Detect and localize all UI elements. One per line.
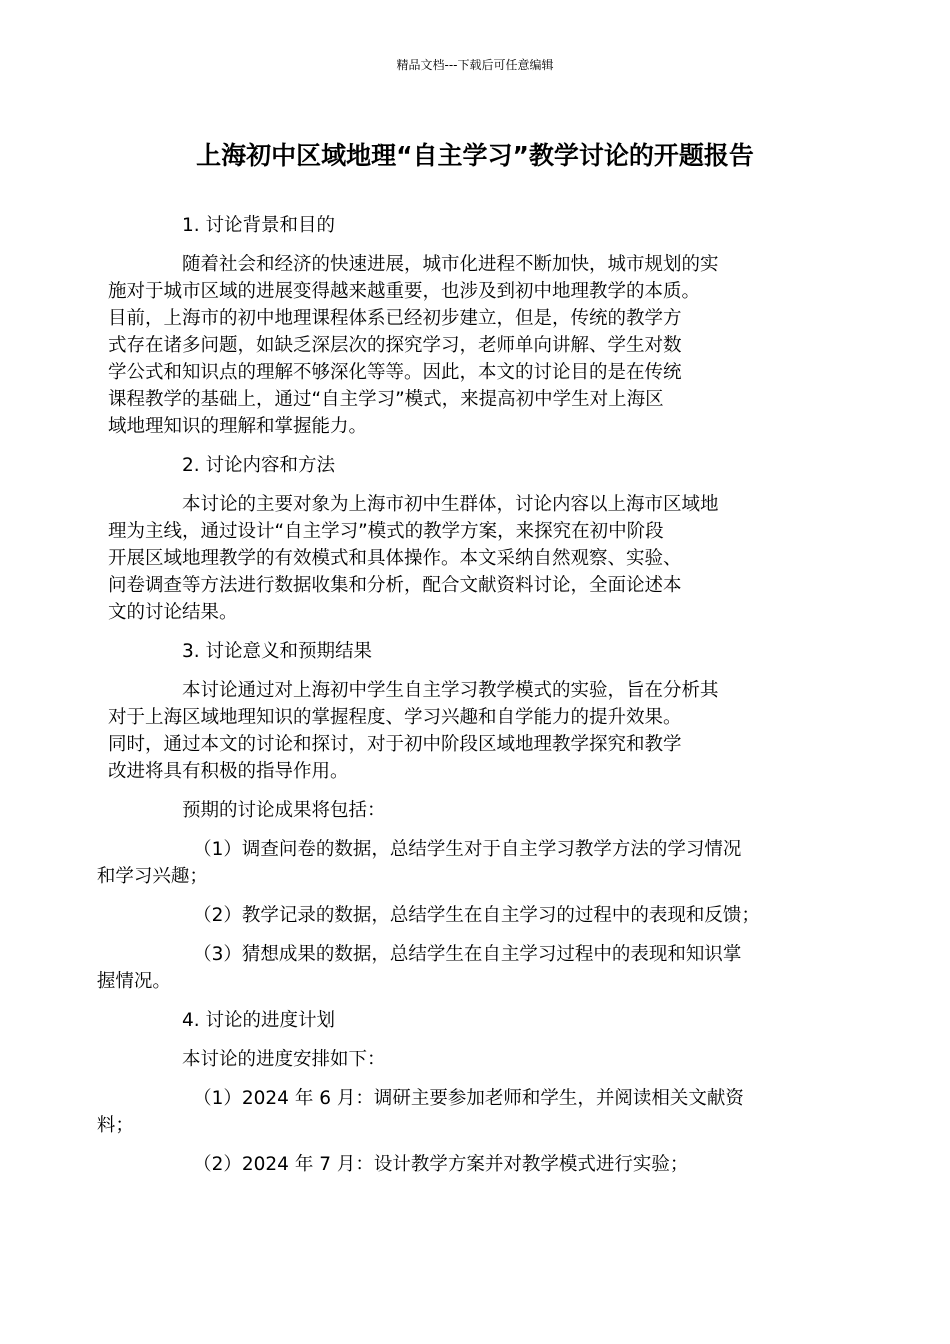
text-line: 和学习兴趣； <box>96 866 208 887</box>
text-line: 料； <box>96 1115 134 1136</box>
text-line: 目前，上海市的初中地理课程体系已经初步建立，但是，传统的教学方 <box>108 308 682 329</box>
document-title: 上海初中区域地理“自主学习”教学讨论的开题报告 <box>196 141 754 170</box>
text-line: 课程教学的基础上，通过“自主学习”模式，来提高初中学生对上海区 <box>108 389 664 410</box>
body-paragraph <box>108 491 813 626</box>
text-line: 学公式和知识点的理解不够深化等等。因此，本文的讨论目的是在传统 <box>108 362 682 383</box>
text-line: 施对于城市区域的进展变得越来越重要，也涉及到初中地理教学的本质。 <box>108 281 701 302</box>
list-item-paragraph <box>96 941 813 995</box>
text-line: 理为主线，通过设计“自主学习”模式的教学方案，来探究在初中阶段 <box>108 521 664 542</box>
text-line: 文的讨论结果。 <box>108 602 238 623</box>
text-line: 问卷调查等方法进行数据收集和分析，配合文献资料讨论，全面论述本 <box>108 575 682 596</box>
text-line: 3. 讨论意义和预期结果 <box>182 641 373 662</box>
text-line: 开展区域地理教学的有效模式和具体操作。本文采纳自然观察、实验、 <box>108 548 682 569</box>
text-line: 4. 讨论的进度计划 <box>182 1010 336 1031</box>
text-line: 握情况。 <box>96 971 171 992</box>
text-line: 改进将具有积极的指导作用。 <box>108 761 349 782</box>
text-line: （1）2024 年 6 月：调研主要参加老师和学生，并阅读相关文献资 <box>193 1088 744 1109</box>
body-paragraph <box>145 797 813 824</box>
text-line: 本讨论的进度安排如下： <box>182 1049 386 1070</box>
text-line: 式存在诸多问题，如缺乏深层次的探究学习，老师单向讲解、学生对数 <box>108 335 682 356</box>
page-header-note: 精品文档---下载后可任意编辑 <box>396 58 554 72</box>
text-line: （2）教学记录的数据，总结学生在自主学习的过程中的表现和反馈； <box>193 905 760 926</box>
text-line: （1）调查问卷的数据，总结学生对于自主学习教学方法的学习情况 <box>193 839 742 860</box>
text-line: 1. 讨论背景和目的 <box>182 215 336 236</box>
text-line: 本讨论的主要对象为上海市初中生群体，讨论内容以上海市区域地 <box>182 494 719 515</box>
text-line: 本讨论通过对上海初中学生自主学习教学模式的实验，旨在分析其 <box>182 680 719 701</box>
text-line: （3）猜想成果的数据，总结学生在自主学习过程中的表现和知识掌 <box>193 944 742 965</box>
text-line: 预期的讨论成果将包括： <box>182 800 386 821</box>
text-line: 随着社会和经济的快速进展，城市化进程不断加快，城市规划的实 <box>182 254 719 275</box>
text-line: 域地理知识的理解和掌握能力。 <box>108 416 368 437</box>
body-paragraph <box>145 638 813 665</box>
body-paragraph <box>145 1007 813 1034</box>
text-line: 对于上海区域地理知识的掌握程度、学习兴趣和自学能力的提升效果。 <box>108 707 682 728</box>
document-body <box>96 212 813 1190</box>
body-paragraph <box>145 452 813 479</box>
list-item-paragraph <box>145 1151 813 1178</box>
body-paragraph <box>145 1046 813 1073</box>
text-line: 2. 讨论内容和方法 <box>182 455 336 476</box>
text-line: （2）2024 年 7 月：设计教学方案并对教学模式进行实验； <box>193 1154 689 1175</box>
list-item-paragraph <box>96 1085 813 1139</box>
body-paragraph <box>108 251 813 440</box>
list-item-paragraph <box>145 902 813 929</box>
list-item-paragraph <box>96 836 813 890</box>
body-paragraph <box>108 677 813 785</box>
body-paragraph <box>145 212 813 239</box>
text-line: 同时，通过本文的讨论和探讨，对于初中阶段区域地理教学探究和教学 <box>108 734 682 755</box>
